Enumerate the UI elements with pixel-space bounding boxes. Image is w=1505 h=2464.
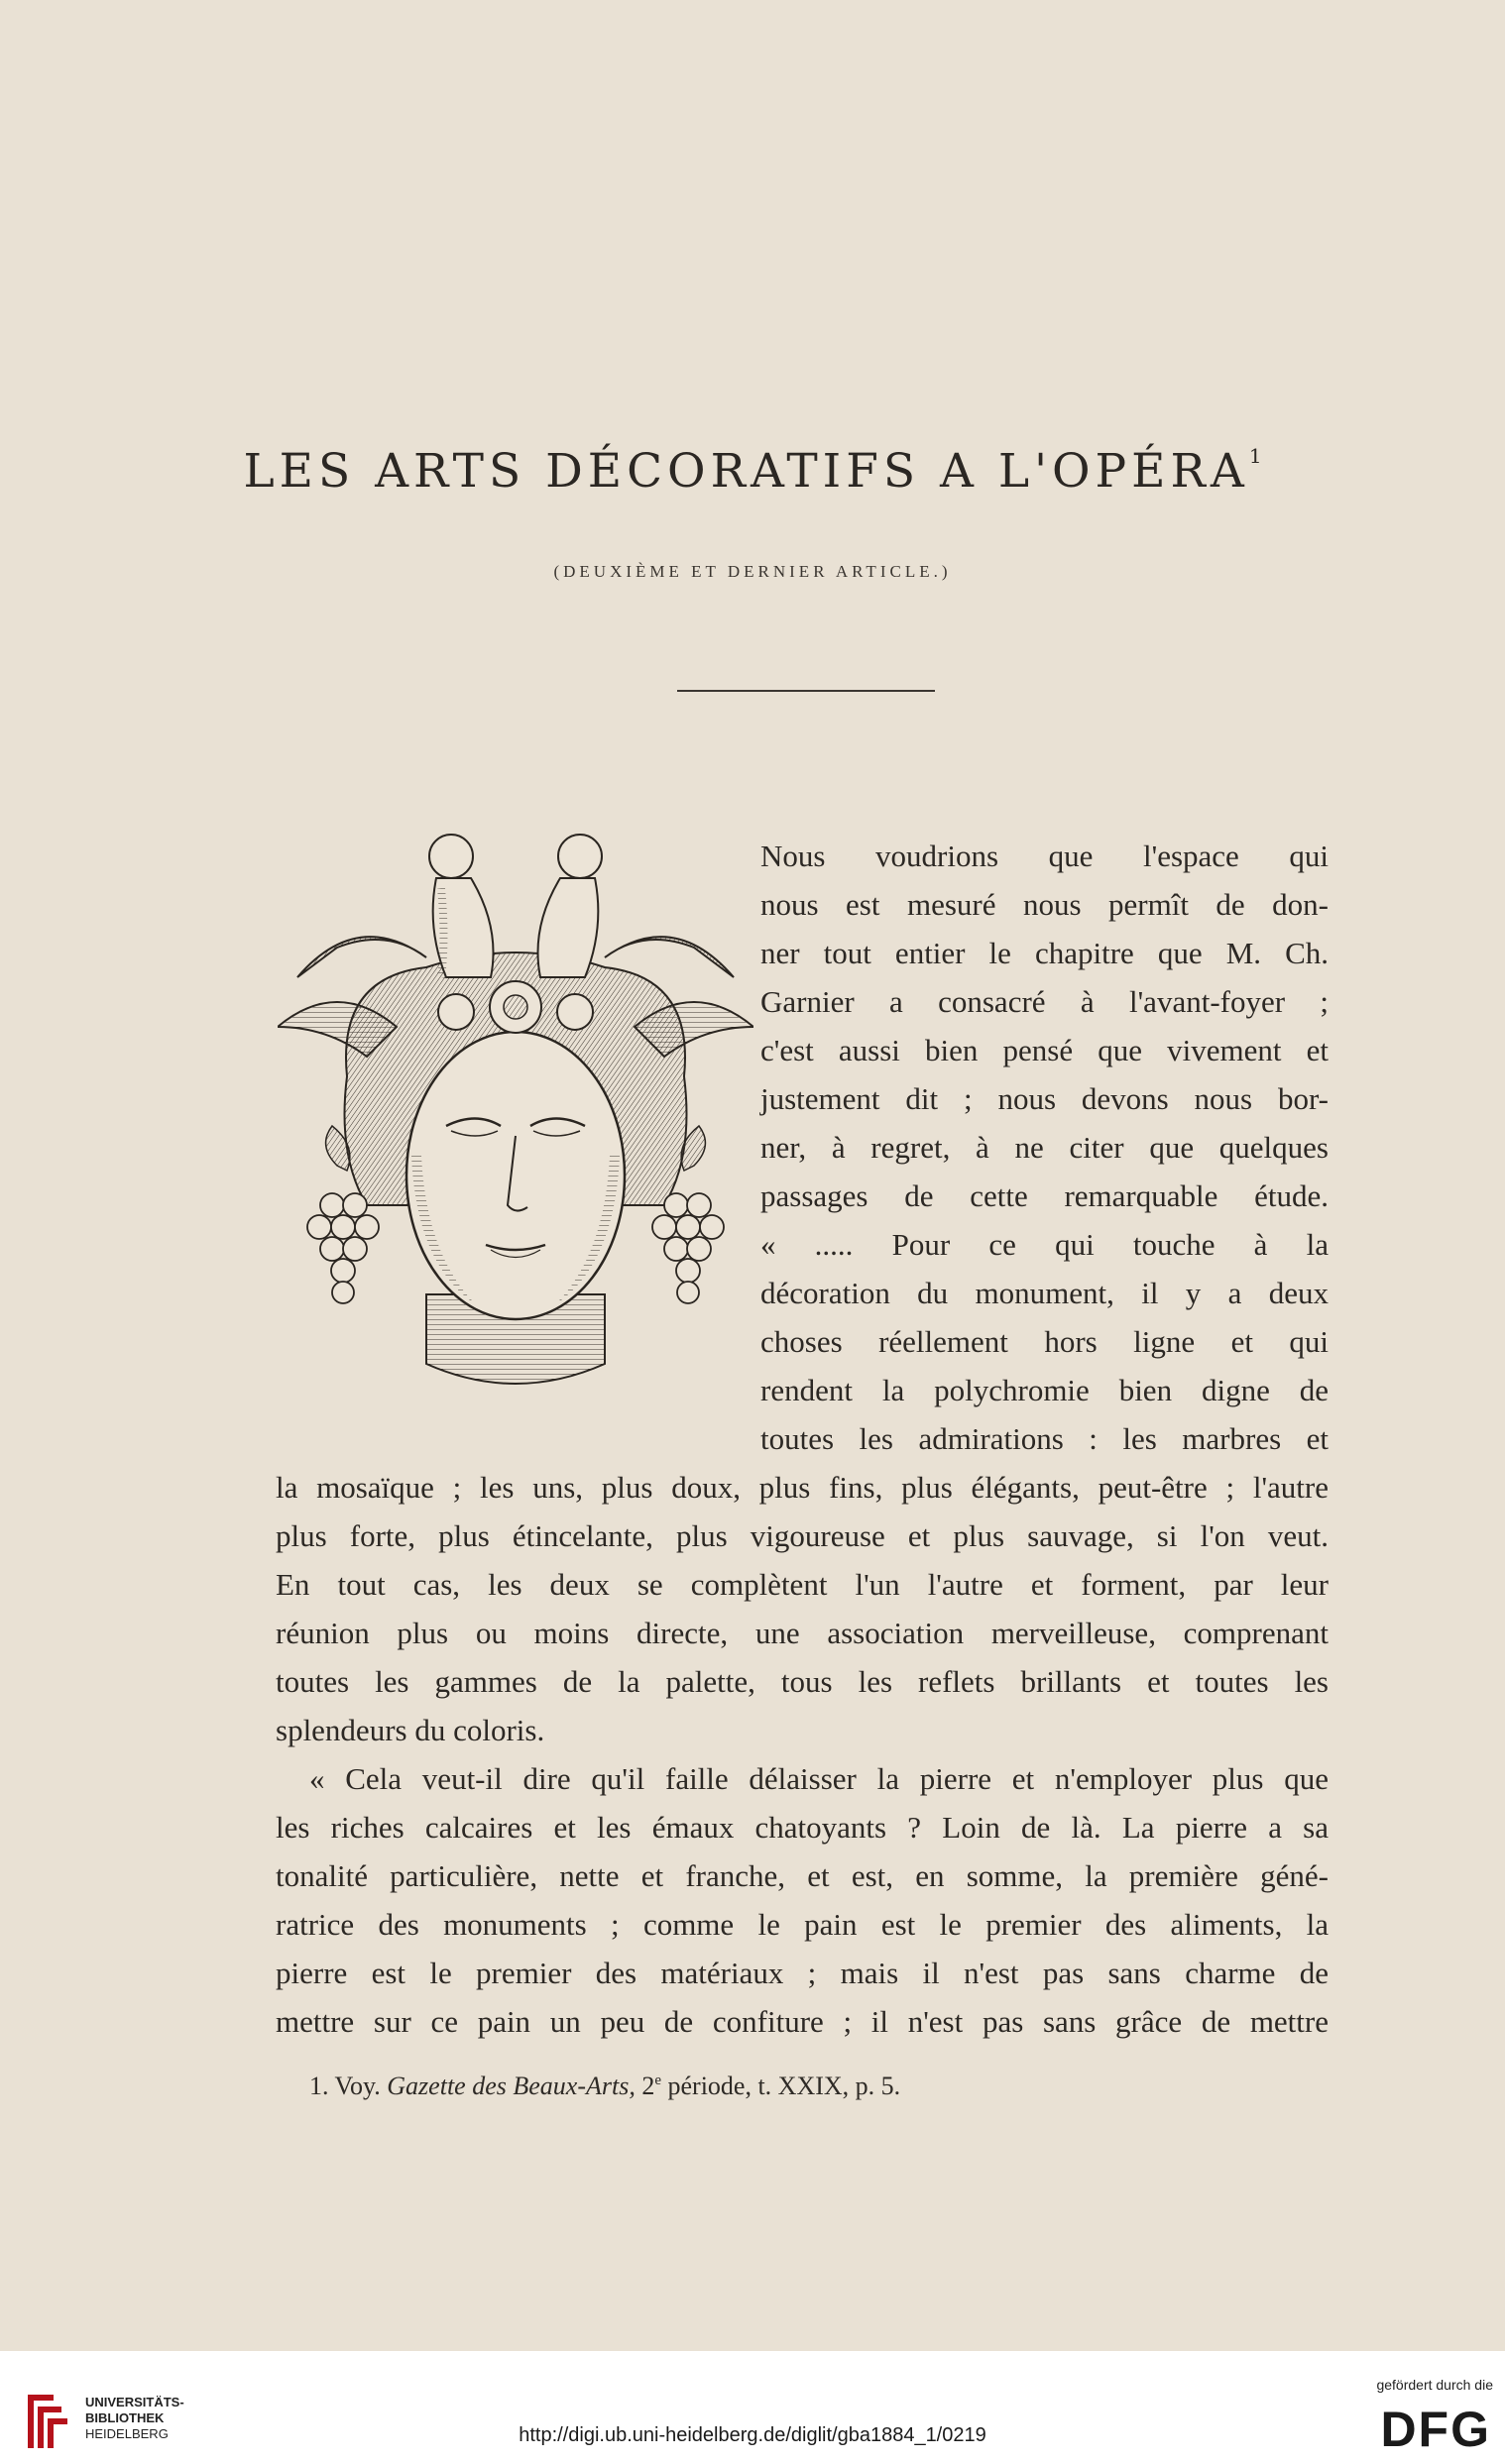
- text-line: ratrice des monuments ; comme le pain est le premier des aliments, la: [276, 1907, 1329, 1942]
- article-subtitle: (DEUXIÈME ET DERNIER ARTICLE.): [553, 562, 952, 581]
- library-name-line1: UNIVERSITÄTS-: [85, 2395, 184, 2409]
- text-line: splendeurs du coloris.: [276, 1713, 545, 1747]
- text-line: c'est aussi bien pensé que vivement et: [760, 1033, 1329, 1067]
- text-line: ner, à regret, à ne citer que quelques: [760, 1130, 1329, 1165]
- text-line: nous est mesuré nous permît de don-: [760, 887, 1329, 922]
- text-line: passages de cette remarquable étude.: [760, 1178, 1329, 1213]
- footnote-number: 1.: [309, 2072, 329, 2100]
- text-line: « ..... Pour ce qui touche à la: [760, 1227, 1329, 1262]
- text-line: ner tout entier le chapitre que M. Ch.: [760, 936, 1329, 970]
- bacchante-mask-icon: [278, 829, 753, 1403]
- dfg-logo[interactable]: DFG: [1380, 2402, 1491, 2457]
- text-line: « Cela veut-il dire qu'il faille délaisser la pierre et n'employer plus que: [309, 1761, 1329, 1796]
- article-title: [0, 444, 1505, 499]
- footnote-series: 2: [641, 2072, 655, 2100]
- text-line: choses réellement hors ligne et qui: [760, 1324, 1329, 1359]
- text-line: la mosaïque ; les uns, plus doux, plus fins, plus élégants, peut-être ; l'autre: [276, 1470, 1329, 1505]
- funder-caption: gefördert durch die: [1376, 2377, 1493, 2393]
- text-line: toutes les gammes de la palette, tous les reflets brillants et toutes les: [276, 1664, 1329, 1699]
- text-line: Garnier a consacré à l'avant-foyer ;: [760, 984, 1329, 1019]
- permalink-url[interactable]: http://digi.ub.uni-heidelberg.de/diglit/gba1884_1/0219: [519, 2424, 986, 2446]
- text-line: rendent la polychromie bien digne de: [760, 1373, 1329, 1407]
- text-line: En tout cas, les deux se complètent l'un l'autre et forment, par leur: [276, 1567, 1329, 1602]
- title-divider: [677, 690, 935, 692]
- article-title-text: LES ARTS DÉCORATIFS A L'OPÉRA: [243, 444, 1249, 499]
- library-name-line3: HEIDELBERG: [85, 2426, 169, 2441]
- title-footnote-marker: 1: [1248, 444, 1262, 468]
- footnote: [309, 2072, 1202, 2101]
- footnote-rest: période, t. XXIX, p. 5.: [667, 2072, 901, 2100]
- text-line: mettre sur ce pain un peu de confiture ; il n'est pas sans grâce de mettre: [276, 2004, 1329, 2039]
- text-line: toutes les admirations : les marbres et: [760, 1421, 1329, 1456]
- footnote-journal: Gazette des Beaux-Arts,: [387, 2072, 636, 2100]
- footnote-series-sup: e: [654, 2072, 661, 2088]
- text-line: les riches calcaires et les émaux chatoyants ? Loin de là. La pierre a sa: [276, 1810, 1329, 1845]
- text-line: justement dit ; nous devons nous bor-: [760, 1081, 1329, 1116]
- text-line: tonalité particulière, nette et franche, et est, en somme, la première géné-: [276, 1858, 1329, 1893]
- text-line: plus forte, plus étincelante, plus vigoureuse et plus sauvage, si l'on veut.: [276, 1518, 1329, 1553]
- text-line: pierre est le premier des matériaux ; mais il n'est pas sans charme de: [276, 1956, 1329, 1990]
- footnote-prefix: Voy.: [334, 2072, 381, 2100]
- text-line: réunion plus ou moins directe, une association merveilleuse, comprenant: [276, 1616, 1329, 1650]
- library-name-line2: BIBLIOTHEK: [85, 2410, 165, 2425]
- text-line: décoration du monument, il y a deux: [760, 1276, 1329, 1310]
- text-line: Nous voudrions que l'espace qui: [760, 839, 1329, 873]
